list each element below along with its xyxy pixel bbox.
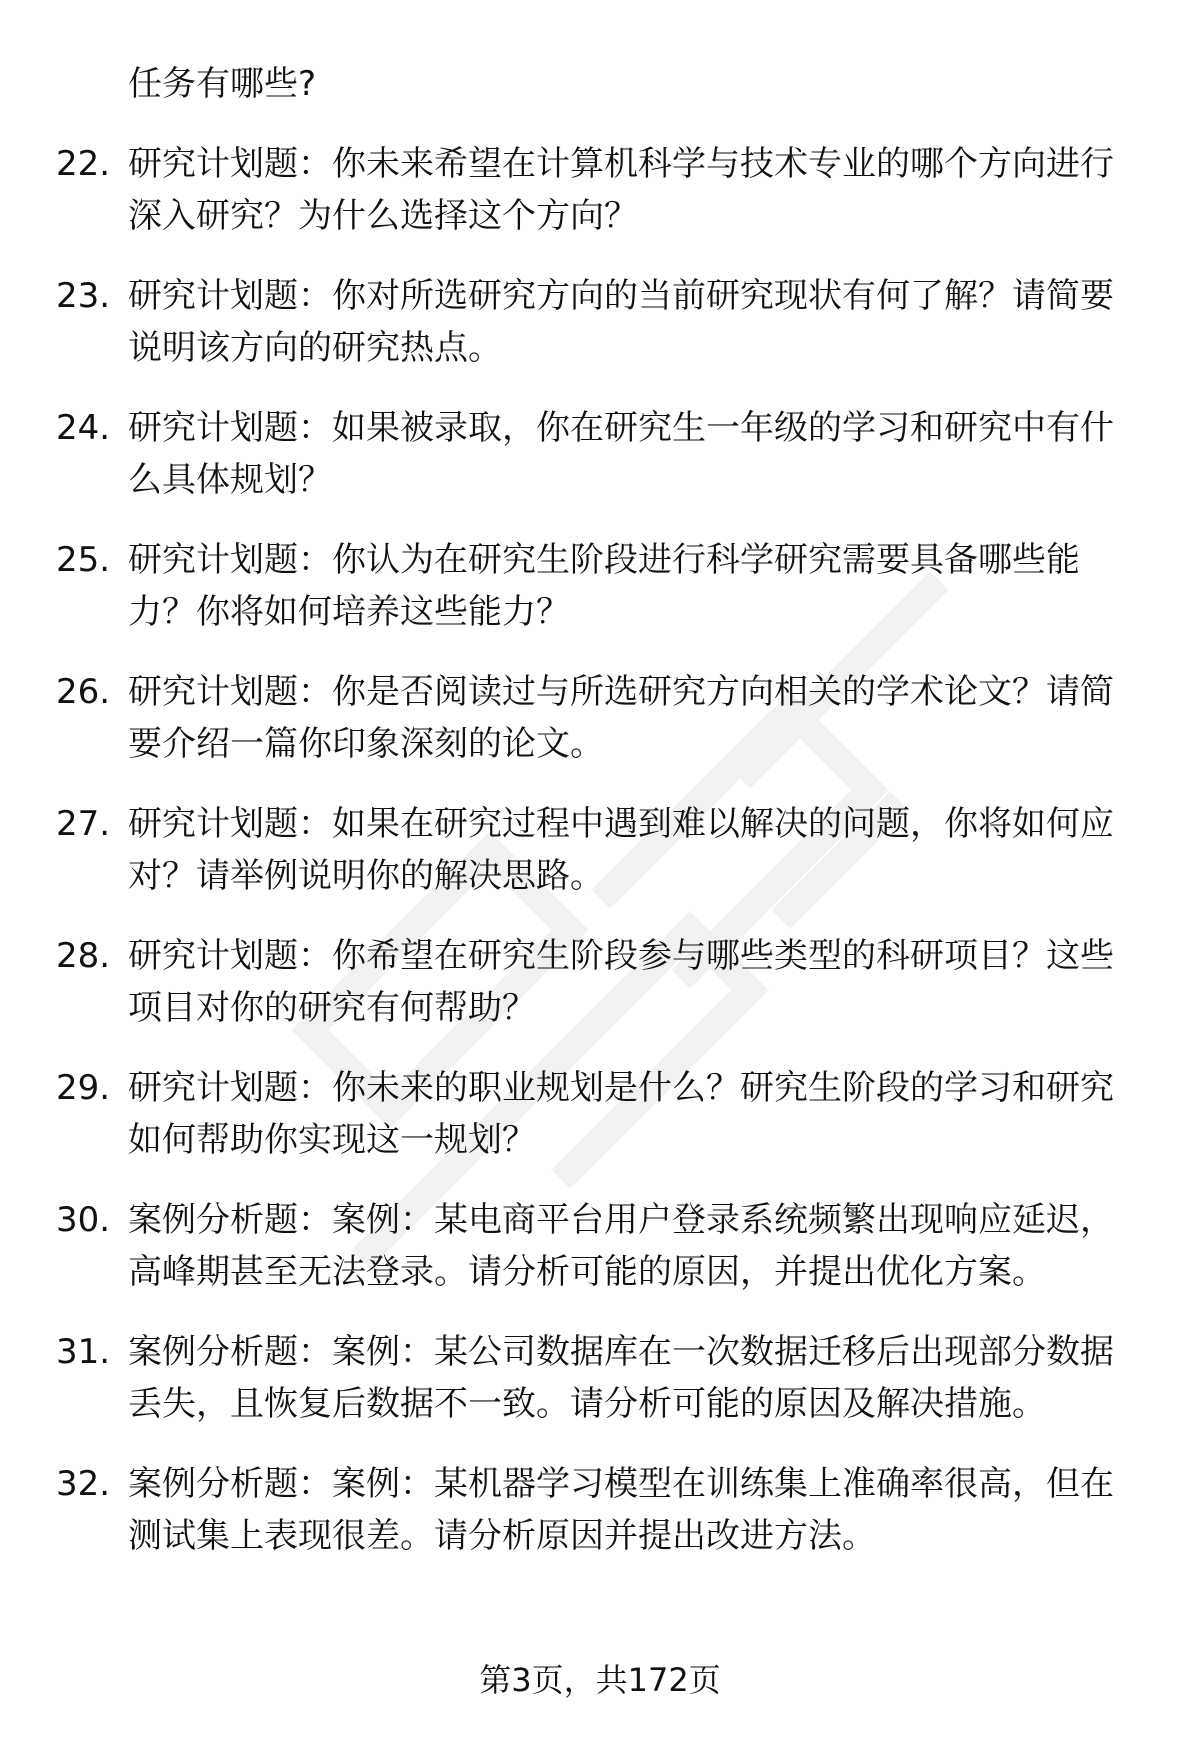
question-list [0, 58, 1200, 1590]
list-item [0, 1062, 1138, 1166]
item-number: 24. [56, 408, 111, 448]
page-footer: 第3页，共172页 [479, 1661, 721, 1699]
list-item [0, 798, 1138, 902]
item-number: 32. [56, 1464, 111, 1504]
list-item [0, 1458, 1138, 1562]
item-text: 案例分析题：案例：某电商平台用户登录系统频繁出现响应延迟，高峰期甚至无法登录。请分析可能的原因，并提出优化方案。 [128, 1200, 1114, 1292]
continuation-text: 任务有哪些? [128, 64, 317, 104]
item-text: 案例分析题：案例：某机器学习模型在训练集上准确率很高，但在测试集上表现很差。请分析原因并提出改进方法。 [128, 1464, 1114, 1556]
item-text: 研究计划题：你希望在研究生阶段参与哪些类型的科研项目？这些项目对你的研究有何帮助？ [128, 936, 1114, 1028]
item-text: 研究计划题：你未来希望在计算机科学与技术专业的哪个方向进行深入研究？为什么选择这个方向？ [128, 144, 1114, 236]
list-item [0, 930, 1138, 1034]
item-number: 25. [56, 540, 111, 580]
item-text: 研究计划题：你认为在研究生阶段进行科学研究需要具备哪些能力？你将如何培养这些能力？ [128, 540, 1080, 632]
item-number: 26. [56, 672, 111, 712]
item-number: 29. [56, 1068, 111, 1108]
item-number: 22. [56, 144, 111, 184]
item-text: 研究计划题：你对所选研究方向的当前研究现状有何了解？请简要说明该方向的研究热点。 [128, 276, 1114, 368]
list-item [0, 138, 1138, 242]
list-item [0, 534, 1138, 638]
list-item [0, 270, 1138, 374]
list-item [0, 1194, 1138, 1298]
item-text: 研究计划题：如果在研究过程中遇到难以解决的问题，你将如何应对？请举例说明你的解决思路。 [128, 804, 1114, 896]
item-number: 28. [56, 936, 111, 976]
list-item [0, 1326, 1138, 1430]
item-number: 23. [56, 276, 111, 316]
item-number: 31. [56, 1332, 111, 1372]
item-number: 30. [56, 1200, 111, 1240]
item-text: 研究计划题：你是否阅读过与所选研究方向相关的学术论文？请简要介绍一篇你印象深刻的论文。 [128, 672, 1114, 764]
list-item [0, 402, 1138, 506]
item-text: 案例分析题：案例：某公司数据库在一次数据迁移后出现部分数据丢失，且恢复后数据不一致。请分析可能的原因及解决措施。 [128, 1332, 1114, 1424]
item-number: 27. [56, 804, 111, 844]
item-text: 研究计划题：如果被录取，你在研究生一年级的学习和研究中有什么具体规划？ [128, 408, 1114, 500]
list-item [0, 666, 1138, 770]
item-text: 研究计划题：你未来的职业规划是什么？研究生阶段的学习和研究如何帮助你实现这一规划？ [128, 1068, 1114, 1160]
